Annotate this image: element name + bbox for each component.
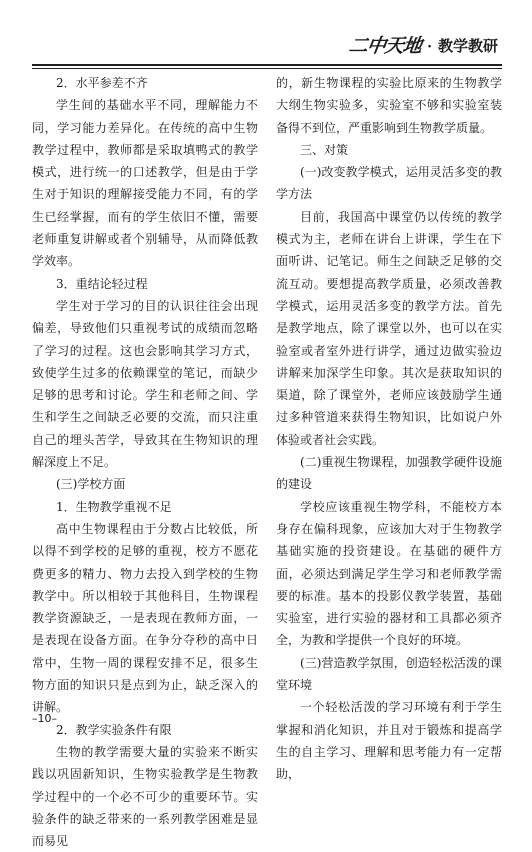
- section-heading: 2．教学实验条件有限: [56, 722, 172, 737]
- section-heading: 3．重结论轻过程: [56, 276, 148, 291]
- paragraph: 的，新生物课程的实验比原来的生物教学大纲生物实验多，实验室不够和实验室装备得不到位，严重影响到生物教学质量。: [276, 76, 502, 135]
- paragraph: 目前，我国高中课堂仍以传统的教学模式为主，老师在讲台上讲课，学生在下面听讲、记笔记。师生之间缺乏足够的交流互动。要想提高教学质量，必须改善教学模式，运用灵活多变的教学方法。首先是教学地点，除了课堂以外，也可以在实验室或者室外进行讲学，通过边做实验边讲解来加深学生印象。其次是获取知识的渠道，除了课堂外，老师应该鼓励学生通过多种管道来获得生物知识，比如说户外体验或者社会实践。: [276, 209, 502, 447]
- section-title: 教学教研: [437, 37, 498, 55]
- page-header: [349, 28, 498, 58]
- section-heading: 三、对策: [300, 142, 349, 157]
- section-heading: 2．水平参差不齐: [56, 76, 148, 90]
- paragraph: (三)营造教学氛围，创造轻松活泼的课堂环境: [276, 655, 502, 693]
- page-number: –10–: [32, 712, 57, 725]
- paragraph: 学生对于学习的目的认识往往会出现偏差，导致他们只重视考试的成绩而忽略了学习的过程。这也会影响其学习方式，致使学生过多的依赖课堂的笔记，而缺少足够的思考和讨论。学生和老师之间、学生和学生之间缺乏必要的交流，而只注重自己的埋头苦学，导致其在生物知识的理解深度上不足。: [32, 298, 258, 470]
- paragraph: (二)重视生物课程，加强教学硬件设施的建设: [276, 455, 502, 492]
- section-heading: (三)学校方面: [56, 477, 126, 492]
- paragraph: (一)改变教学模式，运用灵活多变的教学方法: [276, 165, 502, 202]
- paragraph: 高中生物课程由于分数占比较低，所以得不到学校的足够的重视，校方不愿花费更多的精力、物力去投入到学校的生物教学中。所以相较于其他科目，生物课程教学资源缺乏，一是表现在教师方面，一是表现在设备方面。在争分夺秒的高中日常中，生物一周的课程安排不足，很多生物方面的知识只是点到为止，缺乏深入的讲解。: [32, 521, 258, 715]
- paragraph: 学生间的基础水平不同，理解能力不同，学习能力差异化。在传统的高中生物教学过程中，教师都是采取填鸭式的教学模式，进行统一的口述教学，但是由于学生对于知识的理解接受能力不同，有的学生已经掌握，而有的学生依旧不懂，需要老师重复讲解或者个别辅导，从而降低教学效率。: [32, 98, 258, 269]
- journal-logo: 二中天地: [347, 35, 423, 57]
- paragraph: 一个轻松活泼的学习环境有利于学生掌握和消化知识，并且对于锻炼和提高学生的自主学习、理解和思考能力有一定帮助，: [276, 700, 502, 782]
- right-column: [276, 72, 502, 786]
- paragraph: 生物的教学需要大量的实验来不断实践以巩固新知识，生物实验教学是生物教学过程中的一个必不可少的重要环节。实验条件的缺乏带来的一系列教学困难是显而易见: [32, 744, 258, 849]
- left-column: [32, 72, 258, 852]
- section-heading: 1．生物教学重视不足: [56, 499, 172, 514]
- paragraph: 学校应该重视生物学科，不能校方本身存在偏科现象，应该加大对于生物教学基础实施的投资建设。在基础的硬件方面，必须达到满足学生学习和老师教学需要的标准。基本的投影仪教学装置，基础实验室，进行实验的器材和工具都必须齐全，为教和学提供一个良好的环境。: [276, 499, 502, 648]
- header-rule: [32, 64, 502, 69]
- header-separator: ·: [427, 39, 432, 55]
